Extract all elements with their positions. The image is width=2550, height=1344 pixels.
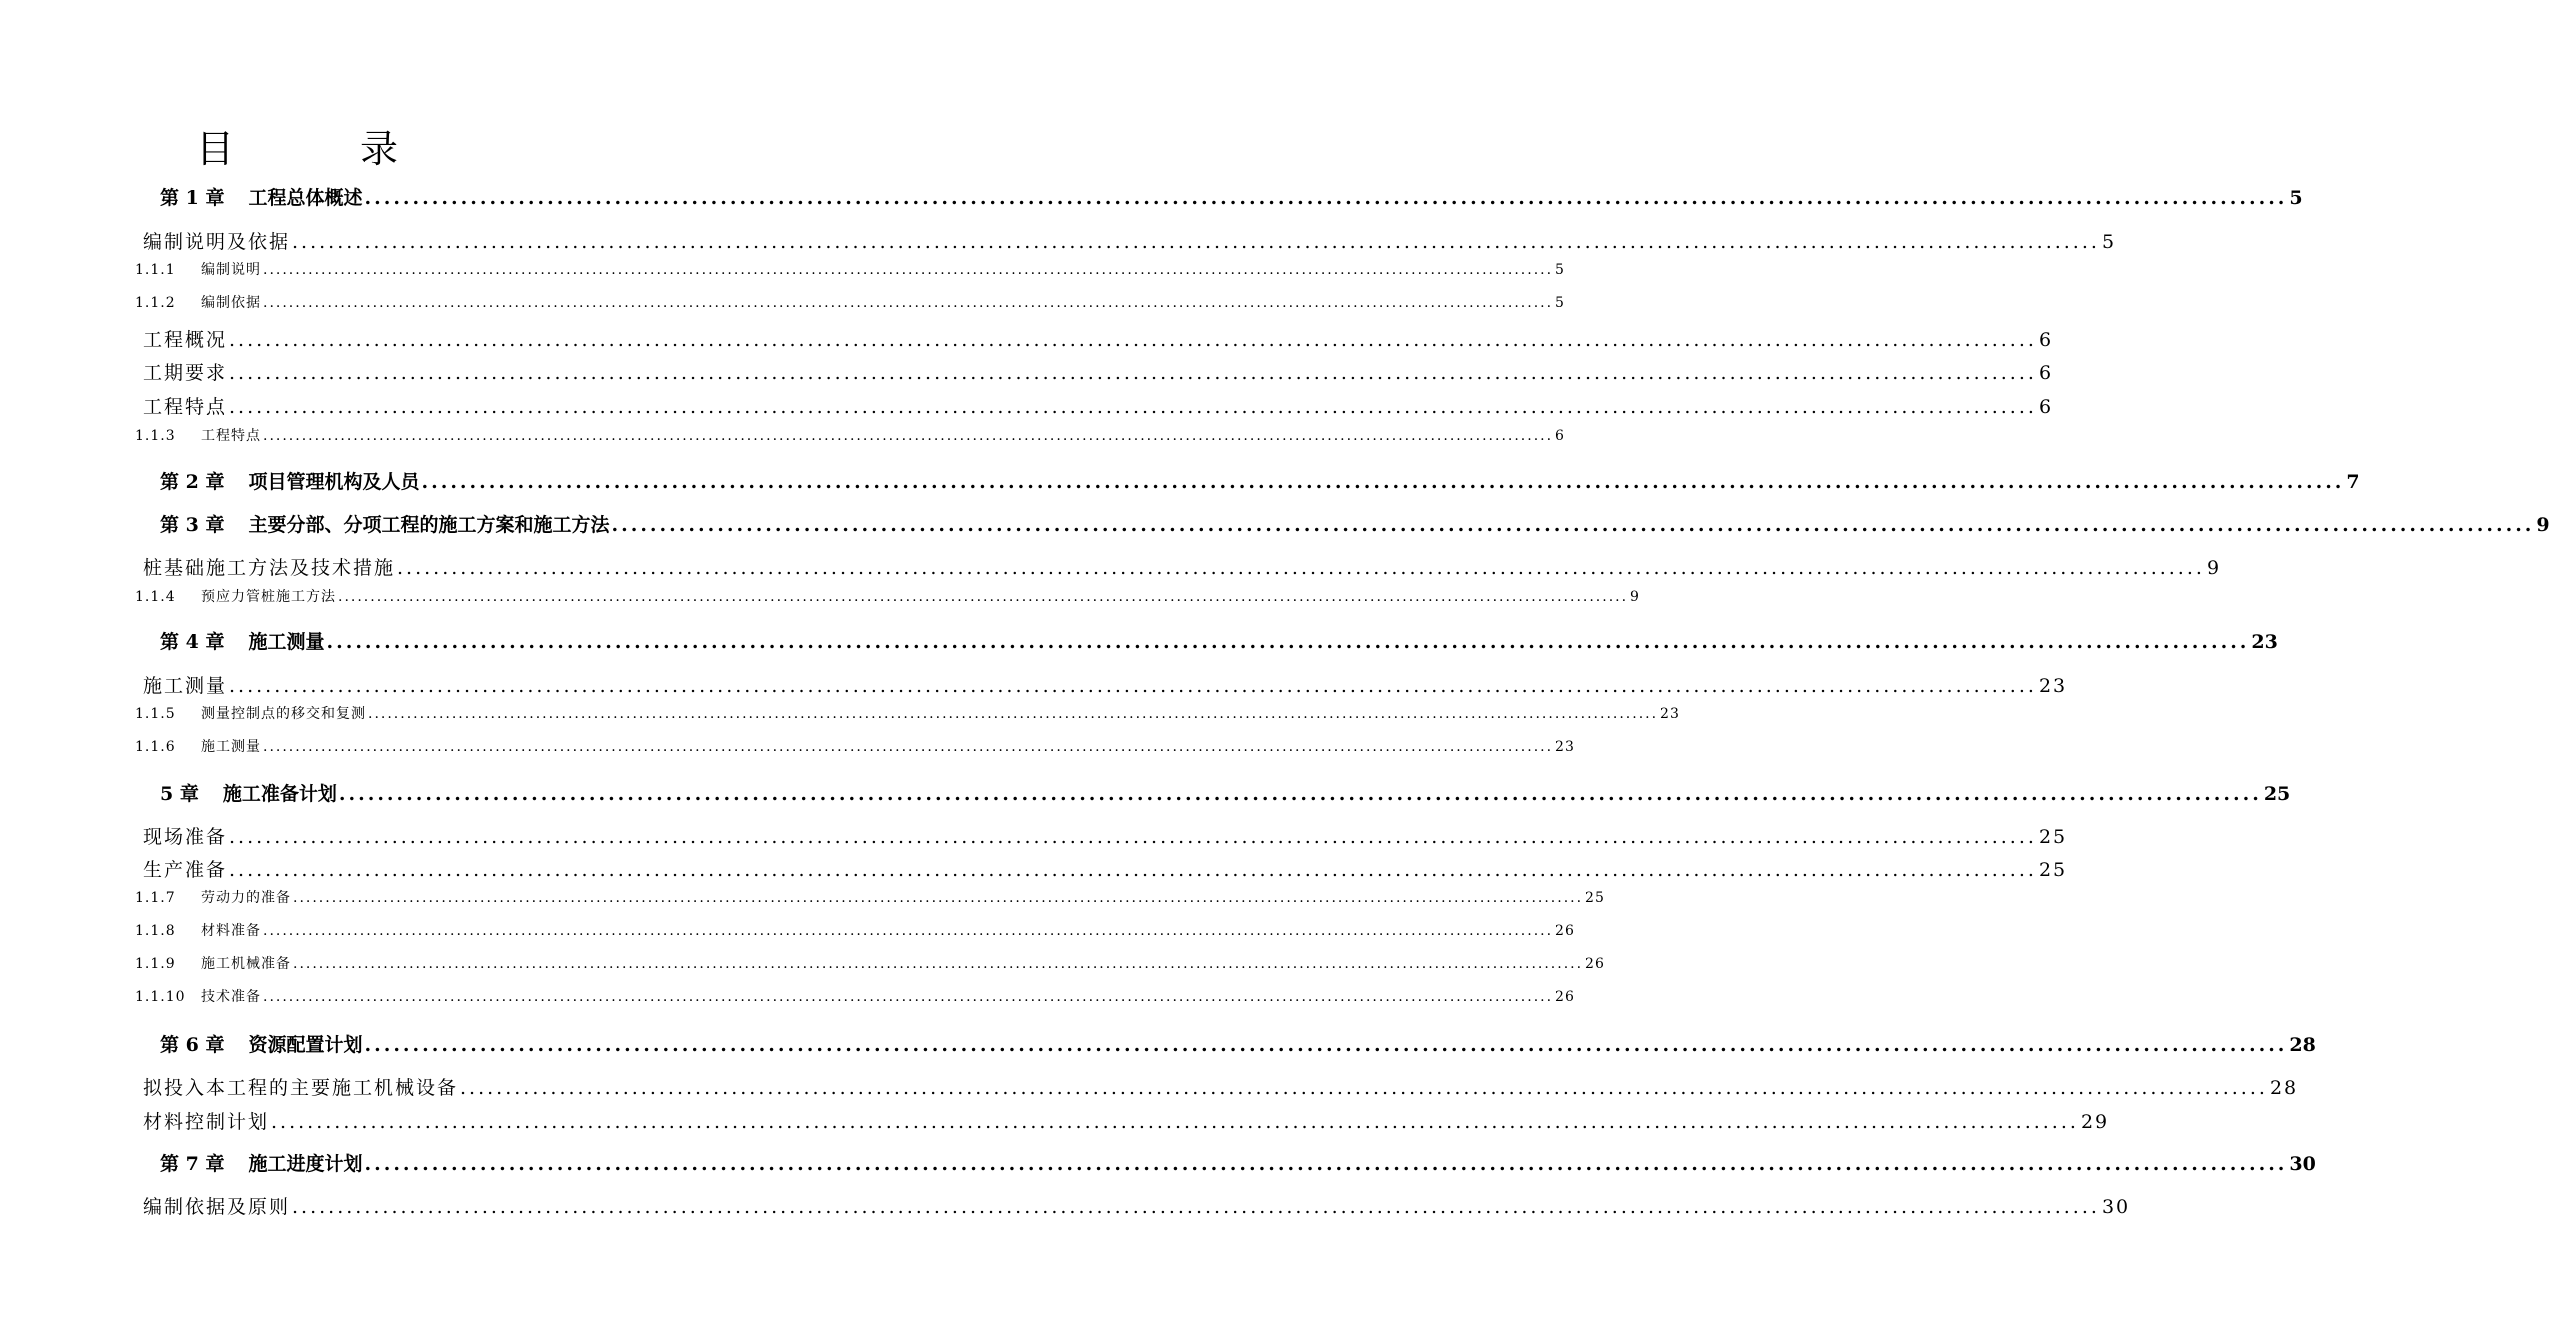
toc-entry-chapter[interactable] — [160, 1149, 2316, 1176]
toc-entry-page: 28 — [2269, 1077, 2299, 1099]
toc-entry-section[interactable] — [143, 855, 2068, 882]
toc-entry-page: 9 — [2206, 557, 2222, 579]
dot-leader: ........................................................................................................................................................................................................ — [338, 783, 2262, 805]
toc-entry-sub[interactable] — [135, 736, 1575, 756]
toc-entry-chapter[interactable] — [160, 1030, 2316, 1057]
toc-entry-text: 技术准备 — [201, 989, 261, 1005]
toc-entry-section[interactable] — [143, 358, 2054, 385]
toc-entry-label — [143, 1073, 458, 1100]
dot-leader: ........................................................................................................................................................................................................ — [338, 589, 1629, 605]
toc-entry-label — [143, 392, 227, 419]
toc-entry-text: 编制说明及依据 — [143, 231, 291, 253]
toc-entry-text: 工程总体概述 — [248, 187, 363, 209]
toc-entry-page: 23 — [1660, 706, 1680, 722]
toc-entry-number: 1.1.4 — [135, 589, 176, 605]
toc-entry-page: 6 — [2038, 396, 2054, 418]
toc-entry-page: 6 — [2038, 329, 2054, 351]
toc-entry-section[interactable] — [143, 553, 2222, 580]
toc-entry-page: 26 — [1555, 989, 1575, 1005]
toc-entry-number: 5 章 — [160, 783, 199, 805]
toc-entry-section[interactable] — [143, 325, 2054, 352]
toc-entry-label — [135, 953, 291, 973]
toc-entry-text: 施工准备计划 — [222, 783, 337, 805]
dot-leader: ........................................................................................................................................................................................................ — [229, 396, 2037, 418]
toc-entry-sub[interactable] — [135, 703, 1680, 723]
toc-entry-sub[interactable] — [135, 586, 1640, 606]
dot-leader: ........................................................................................................................................................................................................ — [271, 1111, 2079, 1133]
toc-entry-page: 28 — [2289, 1034, 2316, 1056]
toc-entry-number: 第 6 章 — [160, 1034, 225, 1056]
toc-entry-label — [135, 586, 336, 606]
toc-entry-text: 拟投入本工程的主要施工机械设备 — [143, 1077, 459, 1099]
toc-entry-label — [143, 553, 395, 580]
dot-leader: ........................................................................................................................................................................................................ — [326, 631, 2250, 653]
toc-entry-text: 劳动力的准备 — [201, 890, 291, 906]
toc-entry-section[interactable] — [143, 227, 2117, 254]
toc-entry-number: 1.1.3 — [135, 428, 176, 444]
dot-leader: ........................................................................................................................................................................................................ — [293, 956, 1584, 972]
toc-entry-chapter[interactable] — [160, 627, 2278, 654]
toc-entry-number: 1.1.10 — [135, 989, 186, 1005]
toc-entry-label — [143, 1192, 290, 1219]
toc-entry-text: 编制依据及原则 — [143, 1196, 291, 1218]
toc-entry-text: 工程特点 — [143, 396, 228, 418]
toc-entry-section[interactable] — [143, 671, 2068, 698]
dot-leader: ........................................................................................................................................................................................................ — [263, 739, 1554, 755]
dot-leader: ........................................................................................................................................................................................................ — [364, 1034, 2288, 1056]
toc-entry-number: 1.1.5 — [135, 706, 176, 722]
toc-entry-sub[interactable] — [135, 292, 1565, 312]
toc-entry-label — [160, 1030, 362, 1057]
toc-entry-page: 7 — [2346, 471, 2360, 493]
toc-entry-label — [160, 627, 324, 654]
toc-entry-text: 测量控制点的移交和复测 — [201, 706, 366, 722]
toc-entry-text: 桩基础施工方法及技术措施 — [143, 557, 396, 579]
toc-entry-label — [135, 887, 291, 907]
toc-entry-page: 26 — [1585, 956, 1605, 972]
toc-entry-page: 30 — [2101, 1196, 2131, 1218]
dot-leader: ........................................................................................................................................................................................................ — [263, 295, 1554, 311]
toc-entry-section[interactable] — [143, 1192, 2131, 1219]
toc-entry-sub[interactable] — [135, 887, 1605, 907]
toc-entry-chapter[interactable] — [160, 779, 2291, 806]
toc-entry-page: 25 — [2263, 783, 2291, 805]
dot-leader: ........................................................................................................................................................................................................ — [364, 187, 2288, 209]
toc-entry-text: 主要分部、分项工程的施工方案和施工方法 — [248, 514, 610, 536]
toc-entry-text: 工程概况 — [143, 329, 228, 351]
toc-entry-chapter[interactable] — [160, 510, 2550, 537]
toc-entry-text: 编制说明 — [201, 262, 261, 278]
toc-entry-sub[interactable] — [135, 425, 1565, 445]
dot-leader: ........................................................................................................................................................................................................ — [368, 706, 1659, 722]
toc-entry-page: 23 — [2251, 631, 2278, 653]
toc-entry-number: 1.1.7 — [135, 890, 176, 906]
dot-leader: ........................................................................................................................................................................................................ — [292, 1196, 2100, 1218]
toc-entry-sub[interactable] — [135, 920, 1575, 940]
toc-entry-chapter[interactable] — [160, 183, 2303, 210]
toc-entry-number: 第 1 章 — [160, 187, 225, 209]
toc-entry-label — [143, 1107, 269, 1134]
toc-entry-section[interactable] — [143, 1073, 2299, 1100]
toc-entry-text: 施工机械准备 — [201, 956, 291, 972]
toc-entry-text: 施工测量 — [248, 631, 325, 653]
toc-entry-text: 预应力管桩施工方法 — [201, 589, 336, 605]
dot-leader: ........................................................................................................................................................................................................ — [397, 557, 2205, 579]
toc-entry-page: 6 — [2038, 362, 2054, 384]
toc-entry-page: 5 — [2289, 187, 2303, 209]
toc-entry-label — [135, 292, 261, 312]
toc-entry-page: 5 — [2101, 231, 2117, 253]
toc-entry-page: 9 — [1630, 589, 1640, 605]
toc-entry-text: 材料准备 — [201, 923, 261, 939]
toc-entry-page: 5 — [1555, 262, 1565, 278]
toc-entry-label — [160, 183, 362, 210]
toc-entry-page: 5 — [1555, 295, 1565, 311]
toc-entry-number: 1.1.6 — [135, 739, 176, 755]
toc-entry-label — [135, 986, 261, 1006]
toc-entry-text: 施工进度计划 — [248, 1153, 363, 1175]
toc-entry-sub[interactable] — [135, 953, 1605, 973]
dot-leader: ........................................................................................................................................................................................................ — [364, 1153, 2288, 1175]
toc-entry-section[interactable] — [143, 822, 2068, 849]
toc-entry-number: 第 4 章 — [160, 631, 225, 653]
dot-leader: ........................................................................................................................................................................................................ — [229, 362, 2037, 384]
dot-leader: ........................................................................................................................................................................................................ — [229, 826, 2037, 848]
toc-entry-text: 项目管理机构及人员 — [248, 471, 420, 493]
toc-entry-chapter[interactable] — [160, 467, 2360, 494]
toc-entry-number: 1.1.9 — [135, 956, 176, 972]
toc-entry-text: 工程特点 — [201, 428, 261, 444]
toc-entry-text: 材料控制计划 — [143, 1111, 270, 1133]
toc-entry-sub[interactable] — [135, 986, 1575, 1006]
toc-entry-number: 第 3 章 — [160, 514, 225, 536]
toc-entry-label — [160, 1149, 362, 1176]
toc-entry-text: 施工测量 — [201, 739, 261, 755]
toc-entry-page: 25 — [1585, 890, 1605, 906]
dot-leader: ........................................................................................................................................................................................................ — [263, 989, 1554, 1005]
toc-entry-label — [135, 703, 366, 723]
dot-leader: ........................................................................................................................................................................................................ — [263, 923, 1554, 939]
toc-entry-page: 6 — [1555, 428, 1565, 444]
toc-entry-text: 现场准备 — [143, 826, 228, 848]
toc-entry-number: 1.1.2 — [135, 295, 176, 311]
toc-entry-page: 23 — [1555, 739, 1575, 755]
toc-entry-page: 25 — [2038, 826, 2068, 848]
toc-entry-text: 生产准备 — [143, 859, 228, 881]
dot-leader: ........................................................................................................................................................................................................ — [421, 471, 2345, 493]
toc-entry-page: 29 — [2080, 1111, 2110, 1133]
toc-entry-label — [143, 855, 227, 882]
toc-entry-label — [143, 671, 227, 698]
toc-entry-number: 1.1.1 — [135, 262, 176, 278]
toc-entry-label — [143, 358, 227, 385]
toc-entry-label — [160, 467, 419, 494]
toc-entry-page: 23 — [2038, 675, 2068, 697]
dot-leader: ........................................................................................................................................................................................................ — [263, 262, 1554, 278]
toc-entry-sub[interactable] — [135, 259, 1565, 279]
dot-leader: ........................................................................................................................................................................................................ — [229, 859, 2037, 881]
toc-entry-text: 施工测量 — [143, 675, 228, 697]
toc-entry-label — [135, 920, 261, 940]
toc-entry-number: 第 2 章 — [160, 471, 225, 493]
toc-entry-label — [143, 325, 227, 352]
dot-leader: ........................................................................................................................................................................................................ — [292, 231, 2100, 253]
toc-entry-page: 25 — [2038, 859, 2068, 881]
toc-entry-text: 资源配置计划 — [248, 1034, 363, 1056]
toc-entry-text: 编制依据 — [201, 295, 261, 311]
toc-entry-page: 30 — [2289, 1153, 2316, 1175]
toc-title: 目 录 — [196, 127, 443, 171]
toc-entry-section[interactable] — [143, 1107, 2110, 1134]
toc-entry-text: 工期要求 — [143, 362, 228, 384]
toc-entry-section[interactable] — [143, 392, 2054, 419]
toc-entry-number: 第 7 章 — [160, 1153, 225, 1175]
toc-entry-label — [160, 510, 609, 537]
toc-entry-page: 26 — [1555, 923, 1575, 939]
toc-entry-page: 9 — [2536, 514, 2550, 536]
dot-leader: ........................................................................................................................................................................................................ — [460, 1077, 2268, 1099]
toc-entry-label — [135, 425, 261, 445]
dot-leader: ........................................................................................................................................................................................................ — [263, 428, 1554, 444]
dot-leader: ........................................................................................................................................................................................................ — [611, 514, 2535, 536]
toc-entry-number: 1.1.8 — [135, 923, 176, 939]
toc-entry-label — [135, 259, 261, 279]
dot-leader: ........................................................................................................................................................................................................ — [293, 890, 1584, 906]
dot-leader: ........................................................................................................................................................................................................ — [229, 675, 2037, 697]
toc-entry-label — [143, 227, 290, 254]
toc-entry-label — [135, 736, 261, 756]
dot-leader: ........................................................................................................................................................................................................ — [229, 329, 2037, 351]
toc-entry-label — [143, 822, 227, 849]
toc-entry-label — [160, 779, 337, 806]
